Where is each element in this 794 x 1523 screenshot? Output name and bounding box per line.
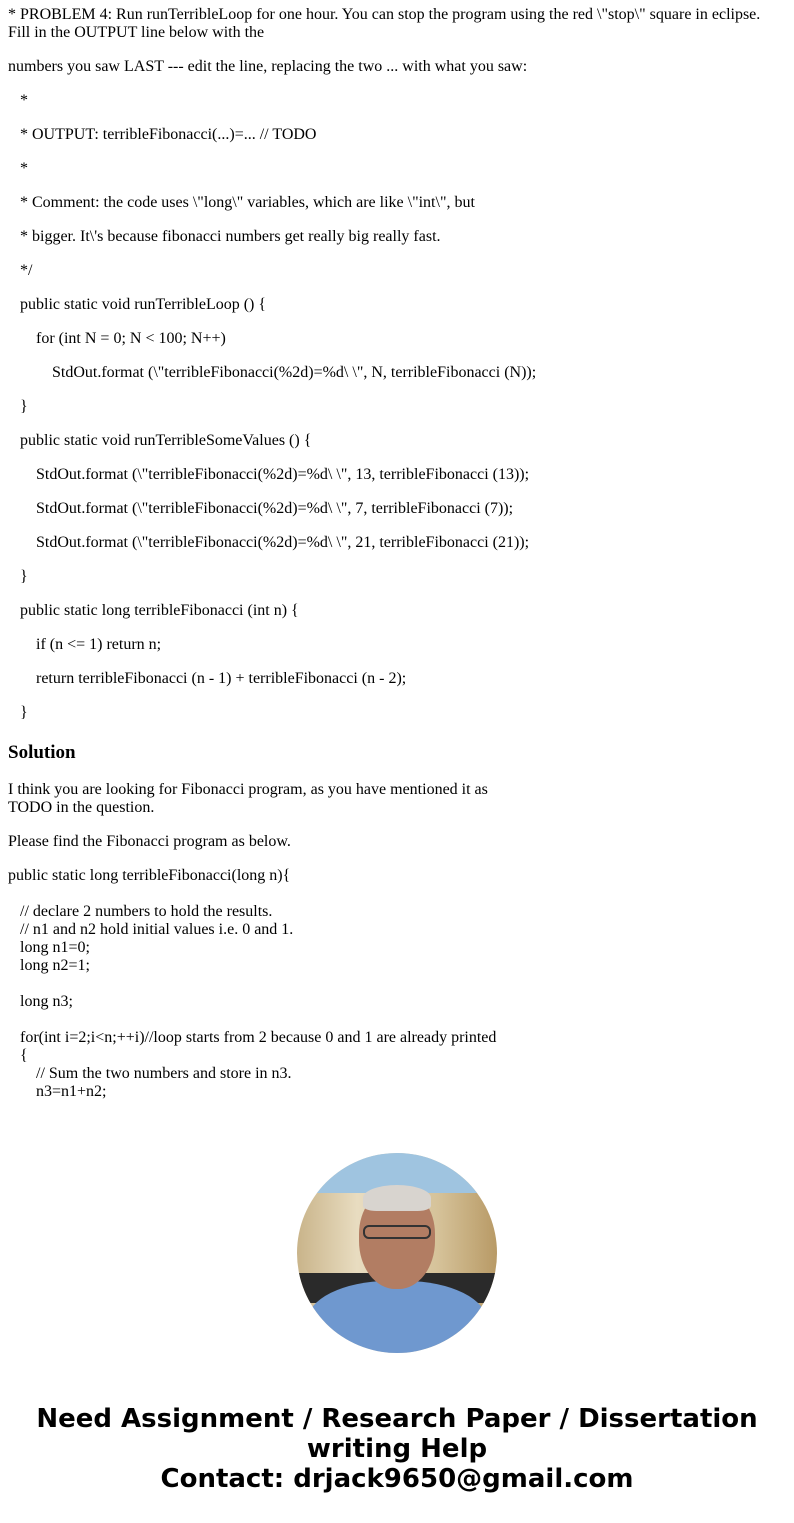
code-line: n3=n1+n2; <box>36 1083 107 1100</box>
solution-please: Please find the Fibonacci program as below. <box>8 833 291 850</box>
question-line: public static long terribleFibonacci (int n) { <box>20 602 299 619</box>
author-avatar <box>297 1153 497 1353</box>
question-line: public static void runTerribleSomeValues () { <box>20 432 312 449</box>
code-line <box>8 885 786 903</box>
question-line: StdOut.format (\"terribleFibonacci(%2d)=%d\ \", 21, terribleFibonacci (21)); <box>36 534 530 551</box>
question-line: } <box>20 398 28 415</box>
solution-intro: I think you are looking for Fibonacci program, as you have mentioned it as TODO in the question. <box>8 781 488 816</box>
banner-line: writing Help <box>306 1434 488 1464</box>
solution-body <box>8 781 786 1101</box>
question-line: * bigger. It\'s because fibonacci numbers get really big really fast. <box>20 228 441 245</box>
question-line: * <box>20 160 28 177</box>
question-line: * PROBLEM 4: Run runTerribleLoop for one hour. You can stop the program using the red \"stop\" square in eclipse. Fill in the OUTPUT line below with the <box>8 6 761 41</box>
question-line: StdOut.format (\"terribleFibonacci(%2d)=%d\ \", 13, terribleFibonacci (13)); <box>36 466 530 483</box>
question-line: StdOut.format (\"terribleFibonacci(%2d)=%d\ \", 7, terribleFibonacci (7)); <box>36 500 514 517</box>
question-line: StdOut.format (\"terribleFibonacci(%2d)=%d\ \", N, terribleFibonacci (N)); <box>52 364 537 381</box>
question-line: } <box>20 568 28 585</box>
question-line: numbers you saw LAST --- edit the line, replacing the two ... with what you saw: <box>8 58 528 75</box>
code-line: long n3; <box>20 993 73 1010</box>
solution-code <box>8 867 786 1101</box>
code-line: // Sum the two numbers and store in n3. <box>36 1065 292 1082</box>
code-line: // n1 and n2 hold initial values i.e. 0 and 1. <box>20 921 294 938</box>
contact-banner <box>0 1404 794 1494</box>
question-line: * Comment: the code uses \"long\" variables, which are like \"int\", but <box>20 194 475 211</box>
code-line: long n1=0; <box>20 939 90 956</box>
document <box>8 6 786 1101</box>
question-line: */ <box>20 262 33 279</box>
code-line <box>8 975 786 993</box>
question-line: * <box>20 92 28 109</box>
code-line: public static long terribleFibonacci(long n){ <box>8 867 291 884</box>
question-line: if (n <= 1) return n; <box>36 636 162 653</box>
question-line: } <box>20 704 28 721</box>
code-line <box>8 1011 786 1029</box>
question-text <box>8 6 786 722</box>
question-line: for (int N = 0; N < 100; N++) <box>36 330 226 347</box>
code-line: { <box>20 1047 28 1064</box>
question-line: public static void runTerribleLoop () { <box>20 296 267 313</box>
banner-line: Contact: drjack9650@gmail.com <box>160 1464 634 1494</box>
code-line: long n2=1; <box>20 957 90 974</box>
solution-heading: Solution <box>8 742 76 763</box>
question-line: * OUTPUT: terribleFibonacci(...)=... // TODO <box>20 126 317 143</box>
code-line: // declare 2 numbers to hold the results. <box>20 903 273 920</box>
banner-line: Need Assignment / Research Paper / Dissertation <box>36 1404 758 1434</box>
question-line: return terribleFibonacci (n - 1) + terribleFibonacci (n - 2); <box>36 670 407 687</box>
code-line: for(int i=2;i<n;++i)//loop starts from 2 because 0 and 1 are already printed <box>20 1029 497 1046</box>
